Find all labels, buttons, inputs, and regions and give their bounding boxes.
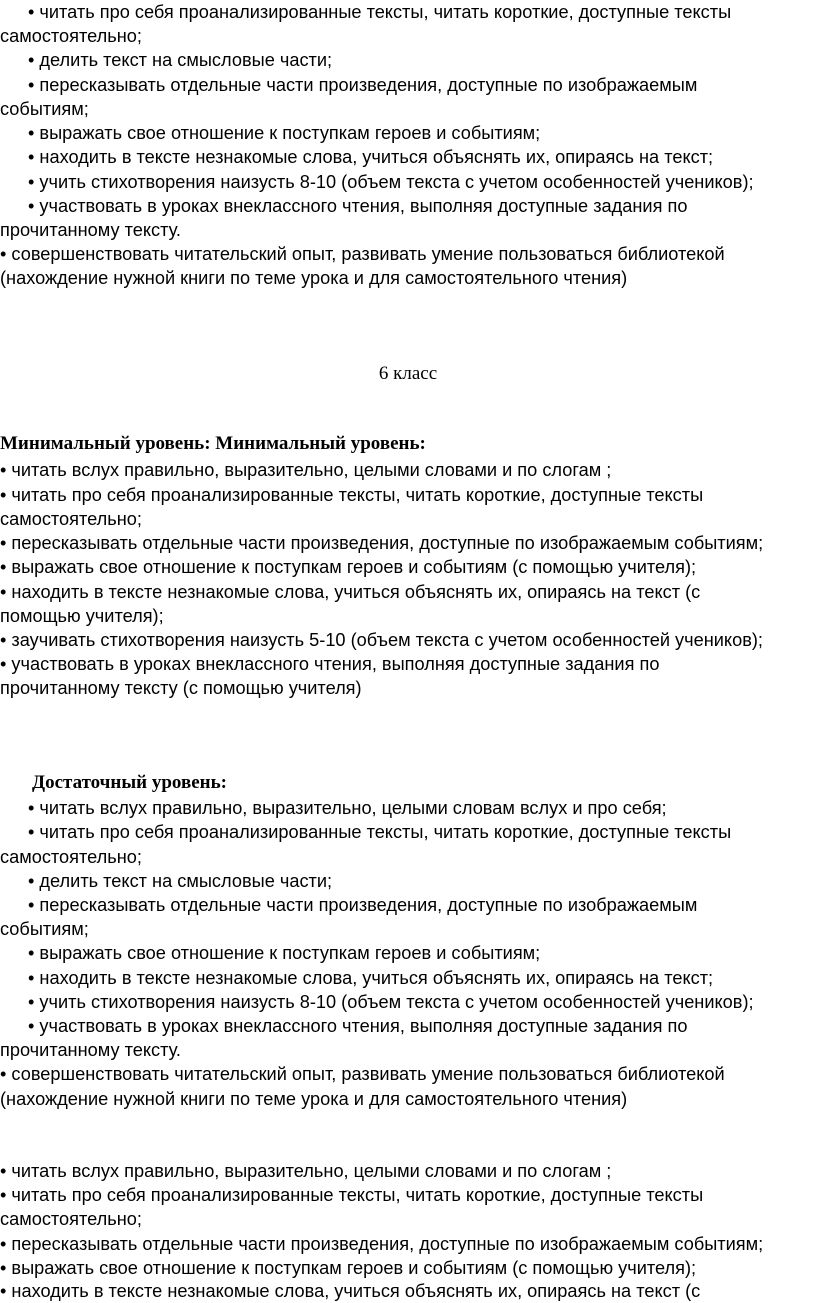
list-item: • находить в тексте незнакомые слова, учиться объяснять их, опираясь на текст; xyxy=(28,147,714,167)
list-item-continuation: самостоятельно; xyxy=(0,847,142,867)
list-item: • выражать свое отношение к поступкам героев и событиям (с помощью учителя); xyxy=(0,1258,697,1278)
list-item: • выражать свое отношение к поступкам героев и событиям (с помощью учителя); xyxy=(0,557,697,577)
list-item: • находить в тексте незнакомые слова, учиться объяснять их, опираясь на текст (с xyxy=(0,582,701,602)
list-item-continuation: событиям; xyxy=(0,99,89,119)
list-item: • пересказывать отдельные части произведения, доступные по изображаемым событиям; xyxy=(0,533,764,553)
list-item: • участвовать в уроках внеклассного чтения, выполняя доступные задания по xyxy=(28,196,688,216)
list-item: • читать вслух правильно, выразительно, целыми словами и по слогам ; xyxy=(0,1161,612,1181)
list-item: • пересказывать отдельные части произведения, доступные по изображаемым xyxy=(28,895,698,915)
list-item: • учить стихотворения наизусть 8-10 (объем текста с учетом особенностей учеников); xyxy=(28,172,754,192)
list-item-continuation: самостоятельно; xyxy=(0,26,142,46)
list-item-continuation: прочитанному тексту (с помощью учителя) xyxy=(0,678,362,698)
list-item: • участвовать в уроках внеклассного чтения, выполняя доступные задания по xyxy=(28,1016,688,1036)
list-item-continuation: самостоятельно; xyxy=(0,1209,142,1229)
list-item: • пересказывать отдельные части произведения, доступные по изображаемым xyxy=(28,75,698,95)
list-item: • читать вслух правильно, выразительно, целыми словам вслух и про себя; xyxy=(28,798,667,818)
list-item: • выражать свое отношение к поступкам героев и событиям; xyxy=(28,123,541,143)
list-item-continuation: прочитанному тексту. xyxy=(0,1040,181,1060)
list-item-continuation: событиям; xyxy=(0,919,89,939)
list-item: • находить в тексте незнакомые слова, учиться объяснять их, опираясь на текст; xyxy=(28,968,714,988)
grade-heading: 6 класс xyxy=(378,363,438,384)
list-item: • делить текст на смысловые части; xyxy=(28,50,333,70)
list-item: • читать про себя проанализированные тексты, читать короткие, доступные тексты xyxy=(28,2,732,22)
list-item: • учить стихотворения наизусть 8-10 (объем текста с учетом особенностей учеников); xyxy=(28,992,754,1012)
list-item: • читать вслух правильно, выразительно, целыми словами и по слогам ; xyxy=(0,460,612,480)
list-item-continuation: прочитанному тексту. xyxy=(0,220,181,240)
list-item: • совершенствовать читательский опыт, развивать умение пользоваться библиотекой xyxy=(0,1064,725,1084)
list-item: • делить текст на смысловые части; xyxy=(28,871,333,891)
list-item: • находить в тексте незнакомые слова, учиться объяснять их, опираясь на текст (с xyxy=(0,1281,701,1301)
list-item: • читать про себя проанализированные тексты, читать короткие, доступные тексты xyxy=(0,1185,704,1205)
list-item: • совершенствовать читательский опыт, развивать умение пользоваться библиотекой xyxy=(0,244,725,264)
list-item-continuation: самостоятельно; xyxy=(0,509,142,529)
list-item: • выражать свое отношение к поступкам героев и событиям; xyxy=(28,943,541,963)
list-item: • читать про себя проанализированные тексты, читать короткие, доступные тексты xyxy=(28,822,732,842)
list-item: • заучивать стихотворения наизусть 5-10 (объем текста с учетом особенностей учеников); xyxy=(0,630,763,650)
list-item-continuation: помощью учителя); xyxy=(0,606,164,626)
minimal-level-heading: Минимальный уровень: Минимальный уровень: xyxy=(0,433,426,454)
list-item: • читать про себя проанализированные тексты, читать короткие, доступные тексты xyxy=(0,485,704,505)
list-item-continuation: (нахождение нужной книги по теме урока и для самостоятельного чтения) xyxy=(0,1089,628,1109)
list-item: • участвовать в уроках внеклассного чтения, выполняя доступные задания по xyxy=(0,654,660,674)
sufficient-level-heading: Достаточный уровень: xyxy=(32,772,227,793)
list-item: • пересказывать отдельные части произведения, доступные по изображаемым событиям; xyxy=(0,1234,764,1254)
list-item-continuation: (нахождение нужной книги по теме урока и для самостоятельного чтения) xyxy=(0,268,628,288)
